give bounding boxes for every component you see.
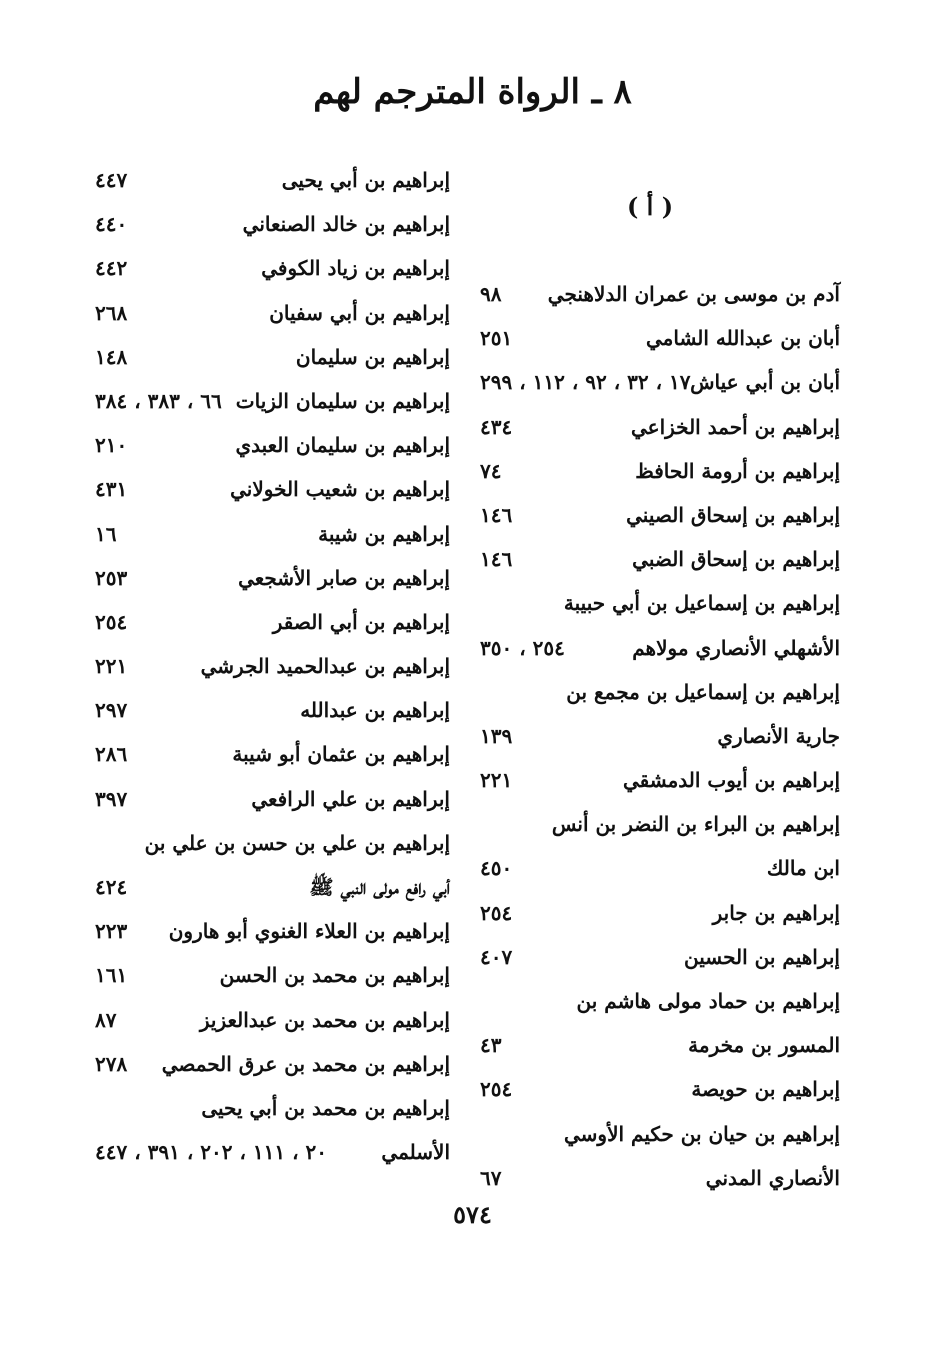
narrator-name: إبراهيم بن زياد الكوفي — [261, 256, 450, 281]
page-references: ٢٠ ، ١١١ ، ٢٠٢ ، ٣٩١ ، ٤٤٧ — [95, 1140, 327, 1165]
index-entry — [480, 451, 840, 495]
page-references: ٧٤ — [480, 458, 502, 483]
narrator-name: المسور بن مخرمة — [688, 1033, 840, 1058]
index-entry — [95, 867, 450, 911]
index-entry — [480, 937, 840, 981]
index-entry — [480, 1158, 840, 1202]
narrator-name: إبراهيم بن العلاء الغنوي أبو هارون — [168, 919, 450, 944]
page-references: ٢٥٣ — [95, 565, 128, 590]
narrator-name: الأشهلي الأنصاري مولاهم — [632, 635, 840, 660]
narrator-name: إبراهيم بن جابر — [712, 900, 840, 925]
narrator-name: إبراهيم بن إسحاق الصيني — [626, 502, 840, 527]
index-entry — [95, 1044, 450, 1088]
index-entry — [95, 734, 450, 778]
index-entry — [480, 893, 840, 937]
index-entry — [480, 1114, 840, 1158]
narrator-name: إبراهيم بن سليمان الزيات — [235, 388, 450, 413]
page-references: ٢٩٧ — [95, 698, 128, 723]
narrator-name: أبان بن أبي عياش — [690, 370, 840, 395]
index-entry — [95, 646, 450, 690]
page-references: ٢٥١ — [480, 326, 513, 351]
page-references: ٦٧ — [480, 1165, 502, 1190]
index-entry — [95, 1132, 450, 1176]
index-entry — [95, 1000, 450, 1044]
narrator-name: إبراهيم بن أرومة الحافظ — [635, 458, 840, 483]
page-references: ٢٢١ — [95, 654, 128, 679]
index-entry — [95, 955, 450, 999]
page-references: ٣٩٧ — [95, 786, 128, 811]
page-references: ١٤٦ — [480, 547, 513, 572]
narrator-name: إبراهيم بن الحسين — [684, 944, 840, 969]
page-references: ٢٥٤ — [95, 609, 128, 634]
narrator-name: جارية الأنصاري — [717, 723, 840, 748]
index-entry — [95, 1088, 450, 1132]
page-references: ٢٧٨ — [95, 1051, 128, 1076]
index-entry — [95, 779, 450, 823]
page-references: ٤٥٠ — [480, 856, 513, 881]
narrator-name: إبراهيم بن عبدالله — [300, 698, 450, 723]
narrator-name: إبراهيم بن حيان بن حكيم الأوسي — [564, 1121, 840, 1146]
index-entry — [95, 823, 450, 867]
index-entry — [95, 911, 450, 955]
page-references: ٢٨٦ — [95, 742, 128, 767]
narrator-name: إبراهيم بن إسماعيل بن مجمع بن — [566, 679, 840, 704]
narrator-name: إبراهيم بن أحمد الخزاعي — [630, 414, 840, 439]
narrator-name: إبراهيم بن البراء بن النضر بن أنس — [551, 812, 840, 837]
page-references: ٤٤٧ — [95, 168, 128, 192]
narrator-name: إبراهيم بن عبدالحميد الجرشي — [200, 654, 450, 679]
index-entry — [480, 318, 840, 362]
index-entry — [95, 514, 450, 558]
page-references: ٢٥٤ — [480, 1077, 513, 1102]
page-references: ٨٧ — [95, 1007, 117, 1032]
index-entry — [95, 160, 450, 204]
narrator-name: إبراهيم بن إسماعيل بن أبي حبيبة — [563, 591, 840, 616]
narrator-name: إبراهيم بن محمد بن عرق الحمصي — [161, 1051, 450, 1076]
index-entry — [95, 558, 450, 602]
page-references: ٢٢٣ — [95, 919, 128, 944]
index-entry — [480, 804, 840, 848]
narrator-name: إبراهيم بن خالد الصنعاني — [242, 212, 450, 237]
index-entry — [95, 293, 450, 337]
index-entry — [480, 1069, 840, 1113]
narrator-name: إبراهيم بن حويصة — [691, 1077, 840, 1102]
page-references: ١٣٩ — [480, 723, 513, 748]
page-references: ٢٥٤ — [480, 900, 513, 925]
index-entry — [95, 204, 450, 248]
index-entry — [480, 716, 840, 760]
index-entry — [95, 602, 450, 646]
page-references: ٤٠٧ — [480, 944, 513, 969]
page-references: ٢٥٤ ، ٣٥٠ — [480, 635, 565, 660]
index-entry — [95, 337, 450, 381]
page-references: ٤٣١ — [95, 477, 128, 502]
narrator-name: إبراهيم بن شيبة — [318, 521, 450, 546]
index-entry — [480, 760, 840, 804]
narrator-name: إبراهيم بن علي الرافعي — [251, 786, 450, 811]
narrator-name: إبراهيم بن أبي سفيان — [269, 300, 450, 325]
narrator-name: إبراهيم بن علي بن حسن بن علي بن — [144, 830, 450, 855]
page-references: ٤٣ — [480, 1033, 502, 1058]
index-entry — [480, 407, 840, 451]
narrator-name: إبراهيم بن محمد بن أبي يحيى — [201, 1095, 450, 1120]
index-entry — [95, 469, 450, 513]
index-entry — [480, 495, 840, 539]
index-entry — [480, 672, 840, 716]
narrator-name: إبراهيم بن حماد مولى هاشم بن — [576, 989, 840, 1013]
narrator-name: إبراهيم بن سليمان العبدي — [235, 433, 450, 458]
narrator-name: أبي رافع مولى النبي ﷺ — [309, 875, 450, 899]
index-entry — [480, 1025, 840, 1069]
page-references: ٤٢٤ — [95, 875, 128, 899]
page-references: ٤٣٤ — [480, 414, 513, 439]
narrator-name: أبان بن عبدالله الشامي — [645, 326, 840, 351]
index-entry — [480, 848, 840, 892]
page-title: ٨ ـ الرواة المترجم لهم — [313, 72, 632, 112]
page-references: ١٦١ — [95, 963, 128, 988]
narrator-name: إبراهيم بن شعيب الخولاني — [230, 477, 450, 502]
narrator-name: إبراهيم بن أبي الصقر — [272, 609, 450, 634]
index-entry — [480, 981, 840, 1025]
page-references: ٤٤٢ — [95, 256, 128, 281]
page-references: ١٧ ، ٣٢ ، ٩٢ ، ١١٢ ، ٢٩٩ — [480, 370, 691, 395]
page-references: ٤٤٠ — [95, 212, 128, 237]
section-letter-heading: ( أ ) — [626, 192, 674, 221]
narrator-name: إبراهيم بن أيوب الدمشقي — [622, 768, 840, 793]
index-entry — [480, 362, 840, 406]
narrator-name: إبراهيم بن إسحاق الضبي — [632, 547, 840, 572]
left-column — [95, 160, 450, 1176]
narrator-name: إبراهيم بن سليمان — [295, 344, 450, 369]
page-references: ٦٦ ، ٣٨٣ ، ٣٨٤ — [95, 388, 222, 413]
index-entry — [480, 583, 840, 627]
right-column — [480, 186, 840, 1202]
page-references: ٩٨ — [480, 282, 502, 306]
index-entry — [480, 186, 840, 274]
page-references: ١٤٨ — [95, 344, 128, 369]
narrator-name: إبراهيم بن محمد بن عبدالعزيز — [199, 1007, 450, 1032]
index-entry — [480, 539, 840, 583]
narrator-name: الأسلمي — [381, 1140, 450, 1165]
page-references: ٢٢١ — [480, 768, 513, 793]
index-entry — [95, 690, 450, 734]
index-entry — [480, 628, 840, 672]
narrator-name: ابن مالك — [766, 856, 840, 881]
narrator-name: الأنصاري المدني — [705, 1165, 840, 1190]
index-entry — [95, 381, 450, 425]
page-number: ٥٧٤ — [453, 1200, 492, 1229]
index-entry — [95, 425, 450, 469]
narrator-name: آدم بن موسى بن عمران الدلاهنجي — [547, 282, 840, 306]
narrator-name: إبراهيم بن عثمان أبو شيبة — [232, 742, 450, 767]
index-entry — [95, 248, 450, 292]
index-entry — [480, 274, 840, 318]
narrator-name: إبراهيم بن صابر الأشجعي — [238, 565, 450, 590]
page-references: ١٦ — [95, 521, 117, 546]
narrator-name: إبراهيم بن أبي يحيى — [281, 168, 450, 192]
narrator-name: إبراهيم بن محمد بن الحسن — [219, 963, 450, 988]
page-references: ٢١٠ — [95, 433, 128, 458]
page-references: ٢٦٨ — [95, 300, 128, 325]
page-references: ١٤٦ — [480, 502, 513, 527]
